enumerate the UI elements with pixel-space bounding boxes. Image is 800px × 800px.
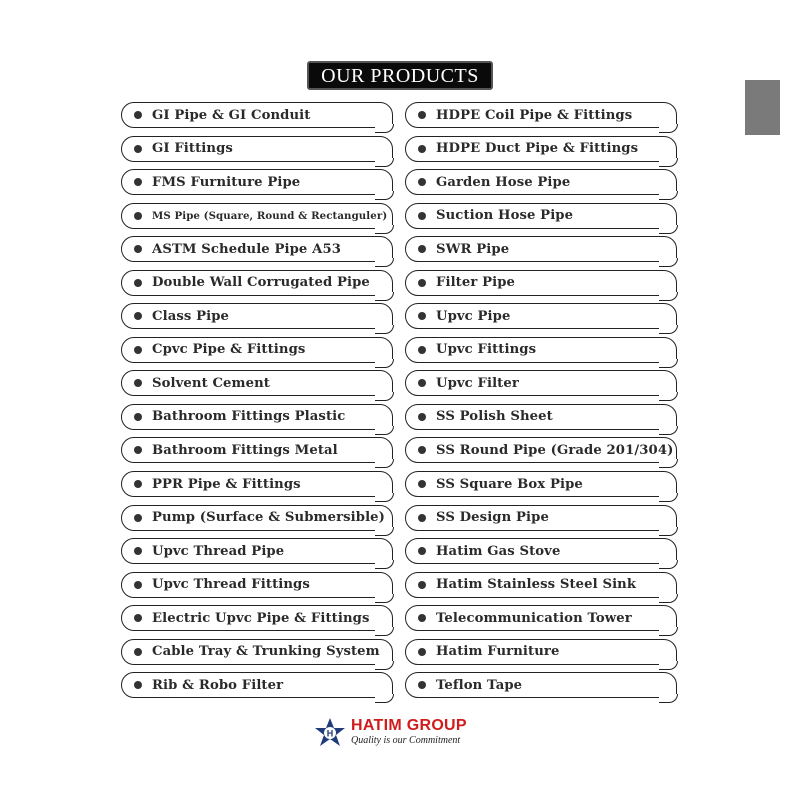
product-label: Upvc Pipe xyxy=(436,308,511,324)
bullet-icon xyxy=(134,581,142,589)
bullet-icon xyxy=(134,547,142,555)
bullet-icon xyxy=(418,480,426,488)
product-label: Upvc Filter xyxy=(436,375,519,391)
product-label: Class Pipe xyxy=(152,308,230,324)
product-item xyxy=(121,236,393,262)
bullet-icon xyxy=(418,614,426,622)
product-item xyxy=(405,337,677,363)
product-label: Hatim Furniture xyxy=(436,644,560,660)
star-logo-icon xyxy=(313,717,347,747)
bullet-icon xyxy=(418,446,426,454)
product-label: Hatim Stainless Steel Sink xyxy=(436,577,637,593)
bullet-icon xyxy=(134,178,142,186)
page-edge-tab xyxy=(745,80,780,135)
bullet-icon xyxy=(418,413,426,421)
product-item xyxy=(405,102,677,128)
bullet-icon xyxy=(134,279,142,287)
product-label: Pump (Surface & Submersible) xyxy=(152,510,386,526)
product-item xyxy=(405,136,677,162)
product-label: MS Pipe (Square, Round & Rectanguler) xyxy=(152,209,388,222)
bullet-icon xyxy=(418,178,426,186)
product-item xyxy=(405,538,677,564)
page-title: OUR PRODUCTS xyxy=(307,61,493,90)
bullet-icon xyxy=(134,681,142,689)
product-label: GI Pipe & GI Conduit xyxy=(152,107,311,123)
logo-letter: H xyxy=(326,728,334,739)
bullet-icon xyxy=(418,648,426,656)
bullet-icon xyxy=(134,480,142,488)
product-item xyxy=(405,404,677,430)
bullet-icon xyxy=(418,145,426,153)
product-item xyxy=(405,169,677,195)
company-logo xyxy=(313,716,503,748)
product-item xyxy=(405,203,677,229)
product-item xyxy=(405,370,677,396)
product-item xyxy=(121,136,393,162)
product-item xyxy=(121,337,393,363)
product-item xyxy=(405,639,677,665)
bullet-icon xyxy=(418,681,426,689)
bullet-icon xyxy=(134,514,142,522)
bullet-icon xyxy=(418,111,426,119)
bullet-icon xyxy=(134,648,142,656)
product-label: Electric Upvc Pipe & Fittings xyxy=(152,610,370,626)
bullet-icon xyxy=(134,111,142,119)
bullet-icon xyxy=(418,581,426,589)
bullet-icon xyxy=(134,312,142,320)
bullet-icon xyxy=(418,379,426,387)
product-label: Teflon Tape xyxy=(436,677,523,693)
product-label: Bathroom Fittings Metal xyxy=(152,442,338,458)
product-label: Rib & Robo Filter xyxy=(152,677,284,693)
bullet-icon xyxy=(134,413,142,421)
product-label: Hatim Gas Stove xyxy=(436,543,561,559)
product-item xyxy=(405,270,677,296)
bullet-icon xyxy=(134,379,142,387)
product-item xyxy=(405,303,677,329)
product-label: Telecommunication Tower xyxy=(436,610,632,626)
bullet-icon xyxy=(134,145,142,153)
bullet-icon xyxy=(418,346,426,354)
product-item xyxy=(121,471,393,497)
product-list-left xyxy=(121,102,393,706)
product-label: Cpvc Pipe & Fittings xyxy=(152,342,306,358)
bullet-icon xyxy=(418,245,426,253)
product-item xyxy=(405,437,677,463)
product-label: Upvc Fittings xyxy=(436,342,537,358)
product-item xyxy=(121,203,393,229)
product-item xyxy=(121,505,393,531)
product-item xyxy=(121,572,393,598)
product-list-right xyxy=(405,102,677,706)
product-label: Suction Hose Pipe xyxy=(436,208,574,224)
product-label: Solvent Cement xyxy=(152,375,270,391)
product-item xyxy=(405,505,677,531)
product-label: SS Square Box Pipe xyxy=(436,476,583,492)
product-item xyxy=(121,538,393,564)
product-label: SS Polish Sheet xyxy=(436,409,553,425)
product-label: SS Round Pipe (Grade 201/304) xyxy=(436,442,674,458)
product-label: PPR Pipe & Fittings xyxy=(152,476,301,492)
product-item xyxy=(405,572,677,598)
bullet-icon xyxy=(418,312,426,320)
bullet-icon xyxy=(418,514,426,522)
product-label: Filter Pipe xyxy=(436,275,516,291)
brand-tagline: Quality is our Commitment xyxy=(351,735,461,746)
product-label: SS Design Pipe xyxy=(436,510,549,526)
product-label: SWR Pipe xyxy=(436,241,510,257)
product-item xyxy=(121,437,393,463)
product-label: GI Fittings xyxy=(152,141,233,157)
logo-text xyxy=(351,718,467,746)
product-label: HDPE Duct Pipe & Fittings xyxy=(436,141,639,157)
product-label: ASTM Schedule Pipe A53 xyxy=(152,241,342,257)
product-label: Garden Hose Pipe xyxy=(436,174,571,190)
bullet-icon xyxy=(134,614,142,622)
product-label: HDPE Coil Pipe & Fittings xyxy=(436,107,633,123)
product-item xyxy=(121,672,393,698)
product-label: Double Wall Corrugated Pipe xyxy=(152,275,370,291)
bullet-icon xyxy=(418,212,426,220)
product-label: Upvc Thread Pipe xyxy=(152,543,285,559)
bullet-icon xyxy=(418,547,426,555)
title-wrap xyxy=(0,61,800,90)
bullet-icon xyxy=(134,245,142,253)
product-label: Cable Tray & Trunking System xyxy=(152,644,380,660)
product-item xyxy=(405,471,677,497)
product-item xyxy=(121,169,393,195)
bullet-icon xyxy=(134,212,142,220)
brand-name: HATIM GROUP xyxy=(351,717,467,734)
product-item xyxy=(121,605,393,631)
product-item xyxy=(121,370,393,396)
bullet-icon xyxy=(418,279,426,287)
bullet-icon xyxy=(134,446,142,454)
product-item xyxy=(405,236,677,262)
product-item xyxy=(405,605,677,631)
product-label: Bathroom Fittings Plastic xyxy=(152,409,346,425)
product-label: Upvc Thread Fittings xyxy=(152,577,310,593)
product-label: FMS Furniture Pipe xyxy=(152,174,301,190)
product-item xyxy=(405,672,677,698)
product-item xyxy=(121,303,393,329)
product-item xyxy=(121,404,393,430)
bullet-icon xyxy=(134,346,142,354)
product-item xyxy=(121,639,393,665)
product-item xyxy=(121,270,393,296)
product-item xyxy=(121,102,393,128)
